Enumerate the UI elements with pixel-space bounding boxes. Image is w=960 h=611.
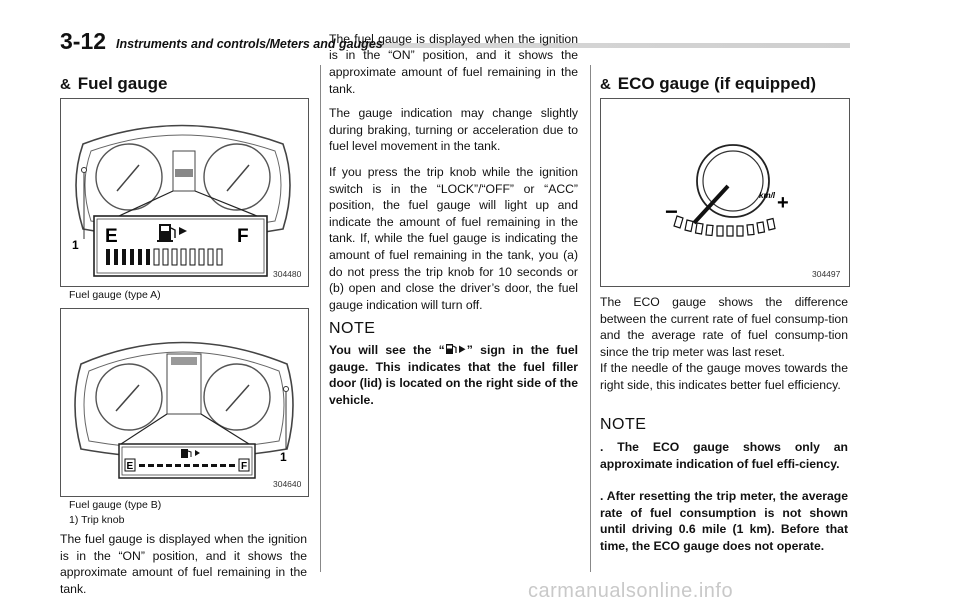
plus-sign: + [777, 192, 789, 214]
fuel-pump-arrow-icon [445, 343, 467, 356]
paragraph-displayed-when-continued [329, 31, 578, 98]
figure-eco-gauge [600, 98, 850, 287]
figure-code: 304640 [273, 479, 302, 489]
section-title-text: Fuel gauge [77, 74, 168, 93]
page-number: 3-12 [60, 28, 107, 54]
figure-code: 304497 [812, 269, 841, 279]
figure-fuel-gauge-type-a [60, 98, 309, 287]
eco-scale-ticks [674, 216, 775, 236]
full-letter: F [241, 461, 248, 472]
figure-caption-type-a: Fuel gauge (type A) [69, 289, 161, 301]
section-bullet: & [60, 76, 71, 93]
section-title-fuel-gauge [60, 74, 167, 94]
column-divider [320, 65, 321, 572]
fuel-level-segments [139, 464, 235, 467]
note-item-reset: . After resetting the trip meter, the average rate of fuel consumption is not shown until driving 0.6 mile (1 km). Before that time, the ECO gauge does not operate. [600, 489, 848, 553]
fuel-gauge-type-a-illustration [61, 99, 308, 286]
figure-caption-type-b: Fuel gauge (type B) [69, 499, 162, 511]
minus-sign: − [665, 199, 678, 224]
section-title-text: ECO gauge (if equipped) [617, 74, 817, 93]
note-text-start: You will see the “ [329, 343, 445, 357]
watermark: carmanualsonline.info [528, 580, 734, 602]
paragraph-eco-needle: If the needle of the gauge moves towards the right side, this indicates better fuel efficiency. [600, 361, 848, 392]
figure-legend: 1) Trip knob [69, 514, 125, 526]
section-bullet: & [600, 76, 611, 93]
paragraph-gauge-indication: The gauge indication may change slightly during braking, turning or acceleration due to fuel level movement in the tank. [329, 106, 578, 154]
fuel-gauge-type-b-illustration [61, 309, 308, 496]
paragraph-trip-knob: If you press the trip knob while the ignition switch is in the “LOCK”/“OFF” or “ACC” position, the fuel gauge will light up and indicate the amount of fuel remaining in the tank. If, while the fuel gauge is indicating the amount of fuel remaining in the tank, you (a) do not press the trip knob for 10 seconds or (b) open and close the driver’s door, the fuel gauge indication will turn off. [329, 165, 578, 312]
eco-gauge-illustration [601, 99, 849, 286]
paragraph-continuation-text: The fuel gauge is displayed when the ignition is in the “ON” position, and it shows the approximate amount of fuel remaining in the tank. [329, 31, 578, 96]
running-title: Instruments and controls/Meters and gauges [116, 37, 383, 51]
unit-label: km/l [759, 191, 776, 200]
empty-letter: E [126, 461, 134, 472]
callout-number: 1 [280, 450, 287, 464]
note-item-approximate: . The ECO gauge shows only an approximate indication of fuel effi-ciency. [600, 440, 848, 471]
note-heading: NOTE [329, 320, 376, 337]
figure-fuel-gauge-type-b [60, 308, 309, 497]
paragraph-eco-difference: The ECO gauge shows the difference between the current rate of fuel consump-tion and the average rate of fuel consump-tion since the trip meter was last reset. [600, 295, 848, 359]
column-divider [590, 65, 591, 572]
note-heading: NOTE [600, 416, 647, 433]
callout-number: 1 [72, 238, 79, 252]
paragraph-displayed-when: The fuel gauge is displayed when the ignition is in the “ON” position, and it shows the approximate amount of fuel remaining in the tank. [60, 532, 307, 596]
section-title-eco-gauge [600, 74, 816, 94]
figure-code: 304480 [273, 269, 302, 279]
note-text-end: ” sign in the fuel gauge. This indicates that the fuel filler door (lid) is located on the right side of the vehicle. [329, 343, 578, 407]
note-fuel-filler [329, 342, 578, 408]
full-letter: F [237, 226, 249, 247]
empty-letter: E [105, 226, 118, 247]
